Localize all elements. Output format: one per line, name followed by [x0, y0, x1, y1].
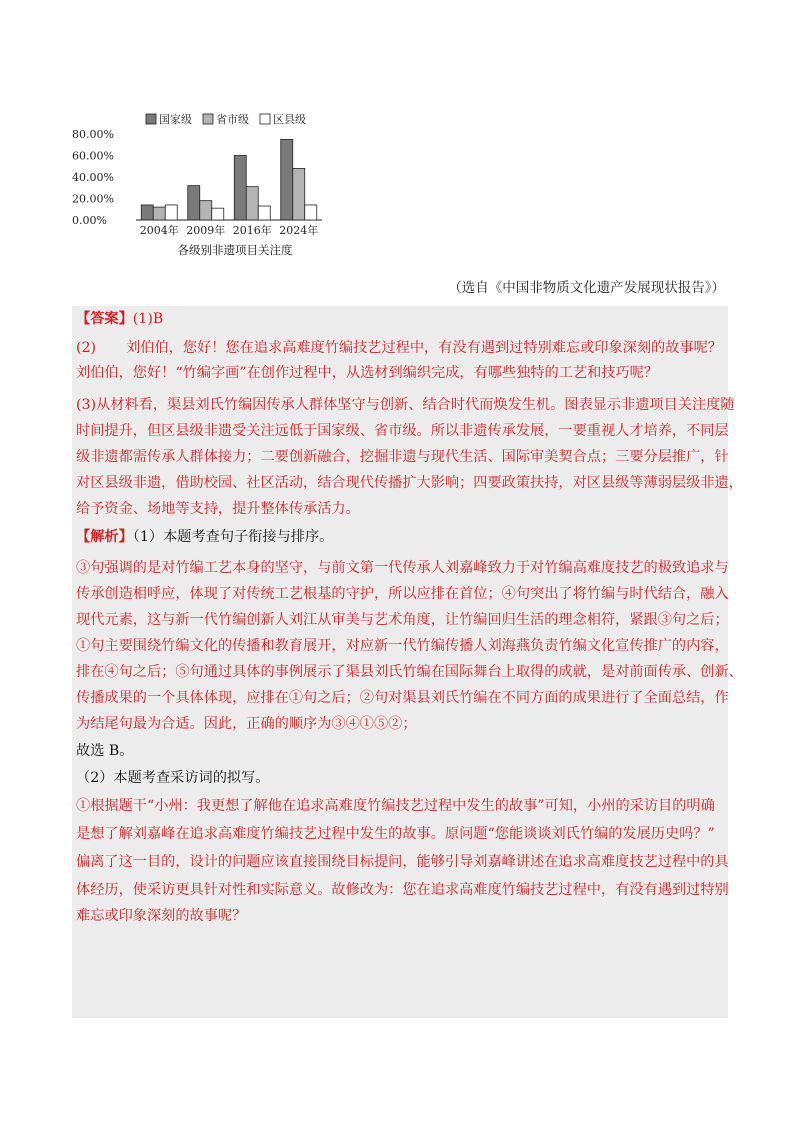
text-span: 偏离了这一目的，设计的问题应该直接围绕目标提问，能够引导刘嘉峰讲述在追求高难度技艺过程中的具 [76, 854, 729, 870]
text-line [76, 795, 715, 817]
text-span: 是想了解刘嘉峰在追求高难度竹编技艺过程中发生的故事。原问题“您能谈谈刘氏竹编的发展历史吗？” [76, 826, 715, 842]
text-line [76, 446, 729, 468]
bar-国家级 [234, 156, 246, 221]
text-line [76, 823, 715, 845]
text-span: 为结尾句最为合适。因此，正确的顺序为③④①⑤②； [76, 716, 417, 732]
text-line [76, 394, 735, 416]
text-line [76, 879, 729, 901]
text-span: 【答案】 [76, 311, 133, 327]
bar-区县级 [258, 206, 270, 220]
text-line [76, 557, 729, 579]
text-span: 时间提升，但区县级非遗受关注远低于国家级、省市级。所以非遗传承发展，一要重视人才培养，不同层 [76, 423, 729, 439]
text-span: 排在④句之后；⑤句通过具体的事例展示了渠县刘氏竹编在国际舞台上取得的成就，是对前面传承、创新、 [76, 664, 743, 680]
text-line [76, 498, 360, 520]
bar-国家级 [188, 186, 200, 220]
text-span: 体经历，使采访更具针对性和实际意义。故修改为：您在追求高难度竹编技艺过程中，有没有遇到过特别 [76, 882, 729, 898]
text-span: 传承创造相呼应，体现了对传统工艺根基的守护，所以应排在首位；④句突出了将竹编与时代结合，融入 [76, 586, 729, 602]
text-span: 【解析】 [76, 529, 133, 545]
bar-省市级 [246, 187, 258, 220]
text-line [76, 767, 269, 789]
text-span: (2) [76, 340, 97, 356]
text-line [76, 687, 729, 709]
text-span: 对区县级非遗，借助校园、社区活动，结合现代传播扩大影响；四要政策扶持，对区县级等薄弱层级非遗， [76, 475, 743, 491]
legend-swatch [260, 114, 270, 124]
text-span: ①根据题干“小州：我更想了解他在追求高难度竹编技艺过程中发生的故事”可知，小州的采访目的明确 [76, 798, 715, 814]
text-span: （2）本题考查采访词的拟写。 [76, 770, 270, 786]
text-span: 难忘或印象深刻的故事呢？ [76, 908, 247, 924]
text-span: 级非遗都需传承人群体接力；二要创新融合，挖掘非遗与现代生活、国际审美契合点；三要分层推广，针 [76, 449, 729, 465]
legend-label: 国家级 [159, 113, 192, 126]
text-span: ③句强调的是对竹编工艺本身的坚守，与前文第一代传承人刘嘉峰致力于对竹编高难度技艺的极致追求与 [76, 560, 729, 576]
chart-title: 各级别非遗项目关注度 [177, 243, 293, 257]
x-tick-label: 2024年 [279, 224, 319, 237]
bar-国家级 [281, 139, 293, 220]
bar-省市级 [153, 207, 165, 220]
text-line [76, 472, 743, 494]
text-line [76, 362, 658, 384]
text-line [76, 851, 729, 873]
text-span: (1)B [132, 311, 164, 327]
text-span: (3)从材料看，渠县刘氏竹编因传承人群体坚守与创新、结合时代而焕发生机。图表显示非遗项目关注度随 [76, 397, 735, 413]
y-tick-label: 20.00% [72, 192, 114, 206]
y-tick-label: 0.00% [72, 214, 107, 227]
text-span: 刘伯伯，您好！“竹编字画”在创作过程中，从选材到编织完成，有哪些独特的工艺和技巧呢？ [76, 365, 659, 381]
text-line [76, 635, 729, 657]
legend-swatch [146, 114, 156, 124]
bar-区县级 [165, 205, 177, 220]
y-tick-label: 60.00% [72, 149, 114, 163]
bar-省市级 [200, 201, 212, 220]
legend-label: 省市级 [216, 113, 249, 126]
text-line [76, 740, 134, 762]
text-span: 给予资金、场地等支持，提升整体传承活力。 [76, 501, 360, 517]
text-line [76, 905, 246, 927]
text-line [76, 308, 163, 330]
source-citation: （选自《中国非物质文化遗产发展现状报告》） [448, 280, 725, 296]
x-tick-label: 2009年 [186, 224, 226, 237]
x-tick-label: 2016年 [232, 224, 272, 237]
bar-省市级 [293, 168, 305, 220]
text-line [76, 713, 417, 735]
x-tick-label: 2004年 [139, 224, 179, 237]
y-tick-label: 40.00% [72, 171, 114, 184]
text-line [76, 661, 743, 683]
bar-chart [70, 104, 350, 264]
bar-区县级 [212, 208, 224, 220]
text-span: ①句主要围绕竹编文化的传播和教育展开，对应新一代竹编传播人刘海燕负责竹编文化宣传推广的内容， [76, 638, 729, 654]
text-line [76, 526, 333, 548]
text-span: 传播成果的一个具体体现，应排在①句之后；②句对渠县刘氏竹编在不同方面的成果进行了全面总结，作 [76, 690, 729, 706]
legend-label: 区县级 [273, 113, 306, 126]
text-line [76, 583, 729, 605]
text-line [76, 420, 729, 442]
text-span: （1）本题考查句子衔接与排序。 [132, 529, 334, 545]
bar-国家级 [141, 205, 153, 220]
chart-svg [70, 104, 350, 264]
text-line [76, 337, 722, 359]
bar-区县级 [305, 205, 317, 220]
text-span: 现代元素，这与新一代竹编创新人刘江从审美与艺术角度，让竹编回归生活的理念相符，紧跟③句之后； [76, 612, 729, 628]
text-span: 刘伯伯，您好！您在追求高难度竹编技艺过程中，有没有遇到过特别难忘或印象深刻的故事呢？ [126, 340, 722, 356]
y-tick-label: 80.00% [72, 128, 114, 141]
text-line [76, 609, 729, 631]
text-span: 故选 B。 [76, 743, 134, 759]
legend-swatch [203, 114, 213, 124]
